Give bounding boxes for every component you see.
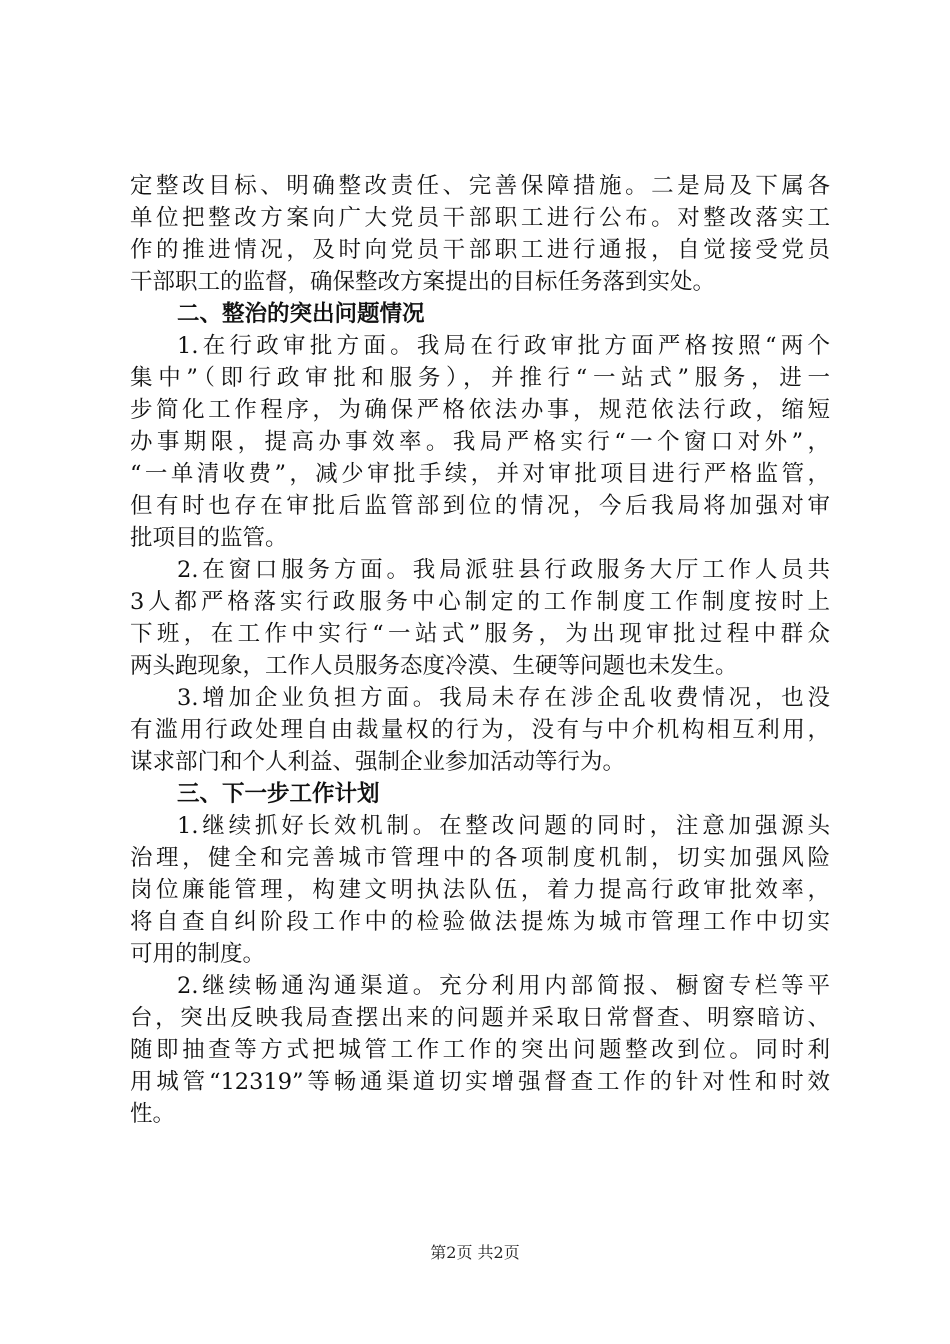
page-number-footer: 第2页 共2页 — [430, 1243, 520, 1262]
text-line: 干部职工的监督，确保整改方案提出的目标任务落到实处。 — [130, 269, 716, 295]
text-line: 可用的制度。 — [130, 941, 266, 967]
section-heading-problems: 二、整治的突出问题情况 — [177, 301, 425, 327]
text-line: 定整改目标、明确整改责任、完善保障措施。二是局及下属各 — [130, 173, 830, 199]
text-line: “一单清收费”，减少审批手续，并对审批项目进行严格监管， — [130, 461, 830, 487]
text-line: 单位把整改方案向广大党员干部职工进行公布。对整改落实工 — [130, 205, 830, 231]
paragraph-window-service — [130, 554, 830, 682]
text-line: 1.继续抓好长效机制。在整改问题的同时，注意加强源头 — [177, 813, 830, 839]
text-line: 台，突出反映我局查摆出来的问题并采取日常督查、明察暗访、 — [130, 1005, 830, 1031]
text-line: 批项目的监管。 — [130, 525, 288, 551]
paragraph-admin-approval — [130, 330, 830, 554]
text-line: 性。 — [130, 1101, 176, 1127]
text-line: 2.在窗口服务方面。我局派驻县行政服务大厅工作人员共 — [177, 557, 830, 583]
section-heading-next-steps: 三、下一步工作计划 — [177, 781, 380, 807]
text-line: 但有时也存在审批后监管部到位的情况，今后我局将加强对审 — [130, 493, 830, 519]
paragraph-long-term-mechanism — [130, 810, 830, 970]
text-line: 治理，健全和完善城市管理中的各项制度机制，切实加强风险 — [130, 845, 830, 871]
text-line: 将自查自纠阶段工作中的检验做法提炼为城市管理工作中切实 — [130, 909, 830, 935]
intro-paragraph — [130, 170, 830, 298]
text-line: 随即抽查等方式把城管工作工作的突出问题整改到位。同时利 — [130, 1037, 830, 1063]
text-line: 谋求部门和个人利益、强制企业参加活动等行为。 — [130, 749, 626, 775]
text-line: 两头跑现象，工作人员服务态度冷漠、生硬等问题也未发生。 — [130, 653, 738, 679]
text-line: 用城管“12319”等畅通渠道切实增强督查工作的针对性和时效 — [130, 1069, 830, 1095]
text-line: 办事期限，提高办事效率。我局严格实行“一个窗口对外”， — [130, 429, 830, 455]
paragraph-communication-channels — [130, 970, 830, 1130]
paragraph-enterprise-burden — [130, 682, 830, 778]
text-line: 1.在行政审批方面。我局在行政审批方面严格按照“两个 — [177, 333, 830, 359]
text-line: 集中”（即行政审批和服务），并推行“一站式”服务，进一 — [130, 365, 830, 391]
text-line: 有滥用行政处理自由裁量权的行为，没有与中介机构相互利用， — [130, 717, 830, 743]
text-line: 下班，在工作中实行“一站式”服务，为出现审批过程中群众 — [130, 621, 830, 647]
text-line: 步简化工作程序，为确保严格依法办事，规范依法行政，缩短 — [130, 397, 830, 423]
document-body — [130, 170, 830, 1130]
text-line: 3.增加企业负担方面。我局未存在涉企乱收费情况，也没 — [177, 685, 830, 711]
text-line: 岗位廉能管理，构建文明执法队伍，着力提高行政审批效率， — [130, 877, 830, 903]
text-line: 2.继续畅通沟通渠道。充分利用内部简报、橱窗专栏等平 — [177, 973, 830, 999]
text-line: 3人都严格落实行政服务中心制定的工作制度工作制度按时上 — [130, 589, 830, 615]
text-line: 作的推进情况，及时向党员干部职工进行通报，自觉接受党员 — [130, 237, 830, 263]
